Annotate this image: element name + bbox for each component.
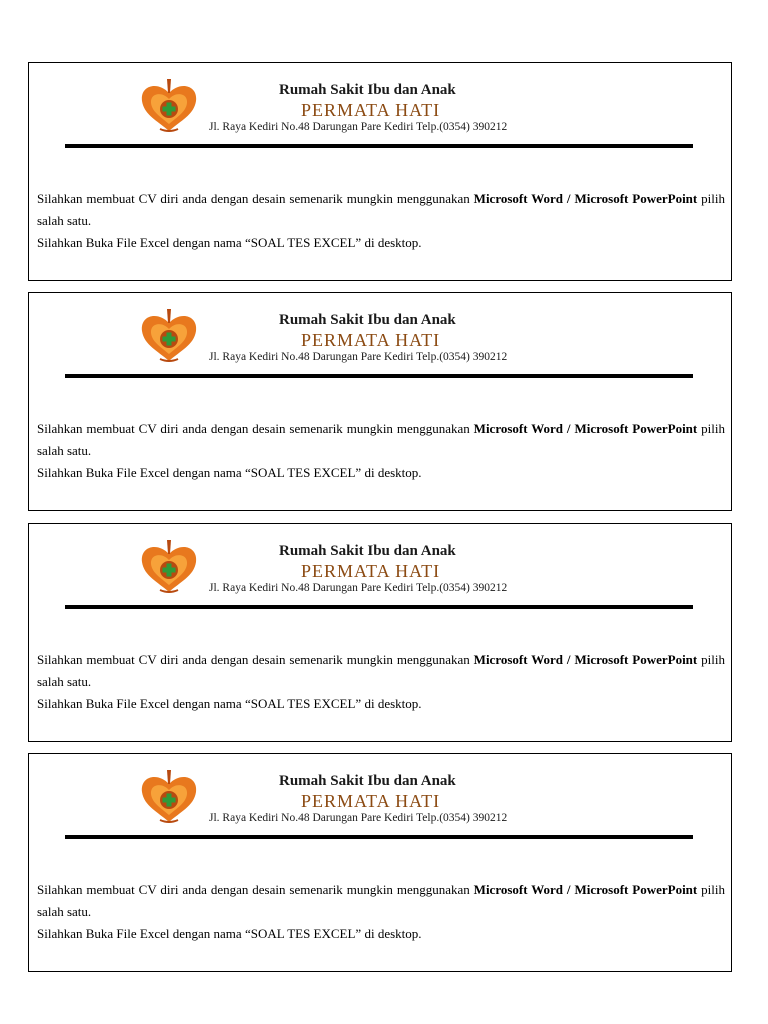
hospital-name-title: PERMATA HATI xyxy=(301,791,441,811)
instruction-software: Microsoft Word / Microsoft PowerPoint xyxy=(473,421,698,436)
hospital-name-title: PERMATA HATI xyxy=(301,330,441,350)
hospital-type-title: Rumah Sakit Ibu dan Anak xyxy=(279,312,456,328)
instruction-paragraph-2: Silahkan Buka File Excel dengan nama “SOAL TES EXCEL” di desktop. xyxy=(37,926,422,941)
hospital-type-title: Rumah Sakit Ibu dan Anak xyxy=(279,773,456,789)
header-divider xyxy=(65,605,693,609)
header-divider xyxy=(65,835,693,839)
instruction-card-2 xyxy=(28,292,732,511)
instruction-card-4 xyxy=(28,753,732,972)
hospital-logo-icon xyxy=(136,307,202,363)
hospital-type-title: Rumah Sakit Ibu dan Anak xyxy=(279,543,456,559)
instruction-text-end: pilih salah satu. xyxy=(37,882,725,919)
instruction-paragraph-1 xyxy=(37,188,725,232)
instruction-card-3 xyxy=(28,523,732,742)
hospital-address: Jl. Raya Kediri No.48 Darungan Pare Kediri Telp.(0354) 390212 xyxy=(209,812,508,824)
instruction-text: Silahkan membuat CV diri anda dengan desain semenarik mungkin menggunakan xyxy=(37,882,474,897)
hospital-address: Jl. Raya Kediri No.48 Darungan Pare Kediri Telp.(0354) 390212 xyxy=(209,582,508,594)
instruction-software: Microsoft Word / Microsoft PowerPoint xyxy=(473,652,698,667)
instruction-card-1 xyxy=(28,62,732,281)
hospital-logo-icon xyxy=(136,77,202,133)
instructions xyxy=(37,418,725,484)
instructions xyxy=(37,188,725,254)
instruction-paragraph-1 xyxy=(37,649,725,693)
instruction-paragraph-1 xyxy=(37,418,725,462)
header-divider xyxy=(65,144,693,148)
hospital-logo-icon xyxy=(136,768,202,824)
header-divider xyxy=(65,374,693,378)
instruction-paragraph-1 xyxy=(37,879,725,923)
hospital-name-title: PERMATA HATI xyxy=(301,100,441,120)
instruction-software: Microsoft Word / Microsoft PowerPoint xyxy=(473,882,698,897)
instruction-paragraph-2: Silahkan Buka File Excel dengan nama “SOAL TES EXCEL” di desktop. xyxy=(37,465,422,480)
instruction-text-end: pilih salah satu. xyxy=(37,421,725,458)
instructions xyxy=(37,649,725,715)
hospital-logo-icon xyxy=(136,538,202,594)
instruction-text: Silahkan membuat CV diri anda dengan desain semenarik mungkin menggunakan xyxy=(37,191,474,206)
instruction-text: Silahkan membuat CV diri anda dengan desain semenarik mungkin menggunakan xyxy=(37,652,474,667)
instruction-text: Silahkan membuat CV diri anda dengan desain semenarik mungkin menggunakan xyxy=(37,421,474,436)
hospital-name-title: PERMATA HATI xyxy=(301,561,441,581)
hospital-type-title: Rumah Sakit Ibu dan Anak xyxy=(279,82,456,98)
instruction-text-end: pilih salah satu. xyxy=(37,652,725,689)
hospital-address: Jl. Raya Kediri No.48 Darungan Pare Kediri Telp.(0354) 390212 xyxy=(209,351,508,363)
instruction-text-end: pilih salah satu. xyxy=(37,191,725,228)
instruction-paragraph-2: Silahkan Buka File Excel dengan nama “SOAL TES EXCEL” di desktop. xyxy=(37,235,422,250)
instruction-software: Microsoft Word / Microsoft PowerPoint xyxy=(473,191,698,206)
instructions xyxy=(37,879,725,945)
hospital-address: Jl. Raya Kediri No.48 Darungan Pare Kediri Telp.(0354) 390212 xyxy=(209,121,508,133)
instruction-paragraph-2: Silahkan Buka File Excel dengan nama “SOAL TES EXCEL” di desktop. xyxy=(37,696,422,711)
